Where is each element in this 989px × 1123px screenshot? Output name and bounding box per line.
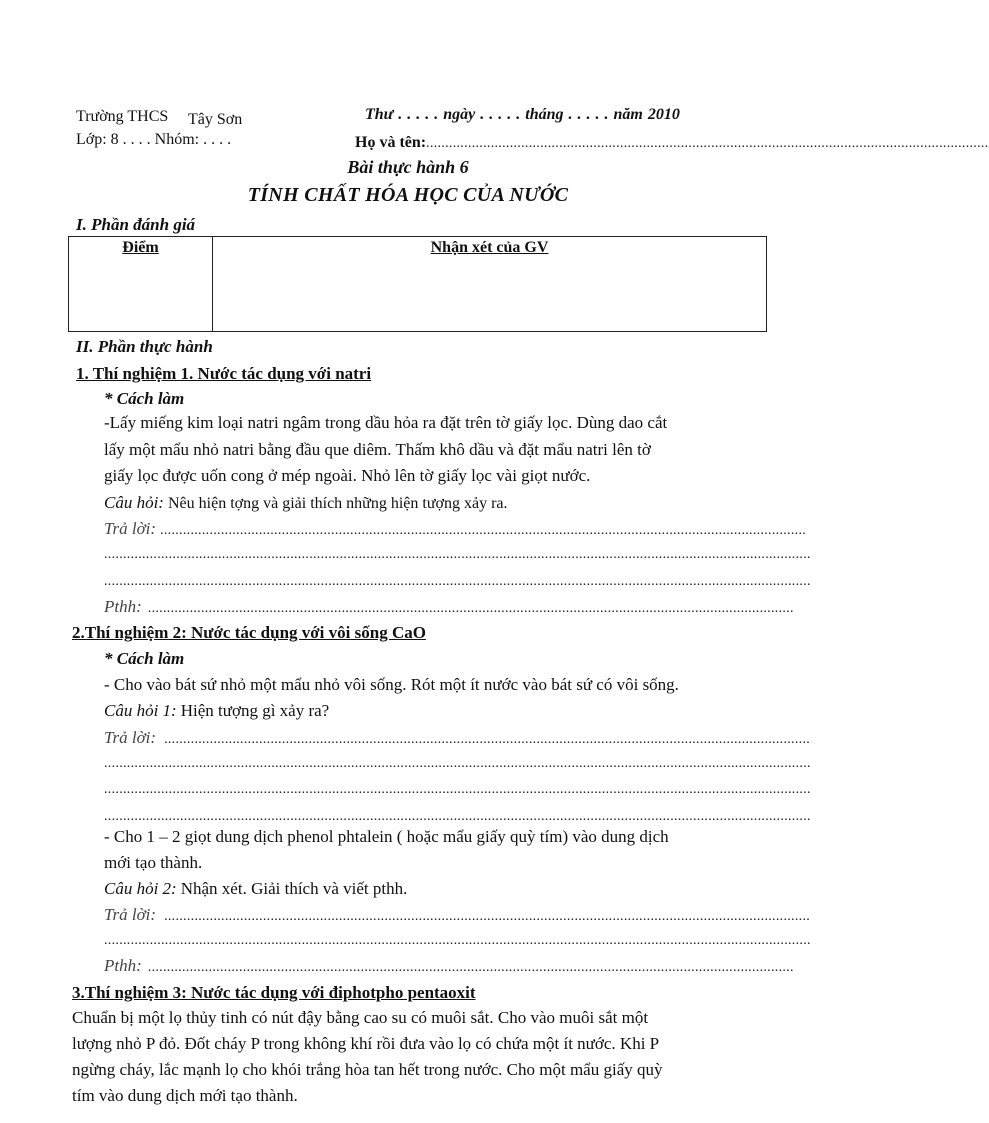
name-field[interactable] — [355, 134, 989, 152]
date-line: Thư . . . . . ngày . . . . . tháng . . . . . năm 2010 — [365, 106, 680, 123]
main-title: TÍNH CHẤT HÓA HỌC CỦA NƯỚC — [247, 184, 569, 206]
exp1-question-label: Câu hỏi: — [104, 493, 164, 512]
exp2-q2-text: Nhận xét. Giải thích và viết pthh. — [180, 879, 408, 898]
exp1-answer-field[interactable] — [104, 519, 807, 539]
exp2-q1-label: Câu hỏi 1: — [104, 701, 177, 720]
section-evaluation-heading: I. Phần đánh giá — [76, 215, 196, 234]
evaluation-table — [68, 236, 767, 332]
exp3-line4: tím vào dung dịch mới tạo thành. — [72, 1086, 298, 1105]
name-label: Họ và tên: — [355, 134, 427, 151]
comment-header: Nhận xét của GV — [430, 239, 549, 256]
exp1-answer-dots: .......................................................................................................................................................................... — [160, 523, 807, 538]
exp1-title: 1. Thí nghiệm 1. Nước tác dụng với natri — [76, 364, 372, 383]
exp1-answer-label: Trả lời: — [104, 519, 157, 538]
exp2-question2 — [104, 879, 407, 899]
exp2-answer-dots: .......................................................................................................................................................................... — [164, 732, 811, 747]
exp2-answer-line3[interactable]: .......................................................................................................................................................................................... — [104, 782, 811, 797]
comment-cell[interactable] — [213, 237, 767, 332]
exp2-step2-line1: - Cho 1 – 2 giọt dung dịch phenol phtalein ( hoặc mẩu giấy quỳ tím) vào dung dịch — [104, 827, 669, 846]
exp3-line1: Chuẩn bị một lọ thủy tinh có nút đậy bằng cao su có muôi sắt. Cho vào muôi sắt một — [72, 1008, 649, 1027]
score-cell[interactable] — [69, 237, 213, 332]
exp2-answer-field[interactable] — [104, 728, 811, 748]
practice-title: Bài thực hành 6 — [347, 157, 469, 177]
exp1-pthh-dots: .......................................................................................................................................................................... — [147, 601, 794, 616]
exp2-pthh-dots: .......................................................................................................................................................................... — [147, 960, 794, 975]
exp2-pthh-field[interactable] — [104, 956, 794, 976]
class-group-line: Lớp: 8 . . . . Nhóm: . . . . — [76, 131, 232, 148]
name-dotted-line: .................................................................................................................................................... — [426, 136, 989, 151]
exp1-step-line1: -Lấy miếng kim loại natri ngâm trong dầu hỏa ra đặt trên tờ giấy lọc. Dùng dao cắt — [104, 413, 668, 432]
exp1-step-line3: giấy lọc được uốn cong ở mép ngoài. Nhỏ lên tờ giấy lọc vài giọt nước. — [104, 466, 591, 485]
exp1-step-line2: lấy một mẩu nhỏ natri bằng đầu que diêm. Thấm khô dầu và đặt mẩu natri lên tờ — [104, 440, 651, 459]
exp1-question-text: Nêu hiện tợng và giải thích những hiện tượng xảy ra. — [167, 495, 508, 512]
exp1-pthh-field[interactable] — [104, 597, 794, 617]
exp1-answer-line2[interactable]: .......................................................................................................................................................................................... — [104, 547, 811, 562]
exp2-pthh-label: Pthh: — [104, 956, 142, 975]
exp2-answer2-line2[interactable]: .......................................................................................................................................................................................... — [104, 933, 811, 948]
exp1-method: * Cách làm — [104, 389, 185, 408]
exp3-title: 3.Thí nghiệm 3: Nước tác dụng với điphotpho pentaoxit — [72, 983, 476, 1002]
exp2-answer-label: Trả lời: — [104, 728, 157, 747]
exp2-q2-label: Câu hỏi 2: — [104, 879, 177, 898]
school-label: Trường THCS — [76, 108, 169, 125]
exp2-answer2-dots: .......................................................................................................................................................................... — [164, 909, 811, 924]
exp2-q1-text: Hiện tượng gì xảy ra? — [180, 701, 330, 720]
exp2-title: 2.Thí nghiệm 2: Nước tác dụng với vôi sống CaO — [72, 623, 426, 642]
score-header: Điểm — [122, 239, 159, 256]
exp1-question — [104, 493, 508, 513]
exp1-pthh-label: Pthh: — [104, 597, 142, 616]
school-name: Tây Sơn — [188, 111, 243, 128]
section-practice-heading: II. Phần thực hành — [76, 337, 213, 356]
exp1-answer-line3[interactable]: .......................................................................................................................................................................................... — [104, 574, 811, 589]
exp2-step1: - Cho vào bát sứ nhỏ một mẩu nhỏ vôi sống. Rót một ít nước vào bát sứ có vôi sống. — [104, 675, 679, 694]
exp2-step2-line2: mới tạo thành. — [104, 853, 203, 872]
exp2-answer-line2[interactable]: .......................................................................................................................................................................................... — [104, 756, 811, 771]
exp2-question1 — [104, 701, 329, 721]
exp3-line2: lượng nhỏ P đỏ. Đốt cháy P trong không khí rồi đưa vào lọ có chứa một ít nước. Khi P — [72, 1034, 660, 1053]
exp2-answer2-label: Trả lời: — [104, 905, 157, 924]
exp2-answer2-field[interactable] — [104, 905, 811, 925]
exp2-answer-line4[interactable]: .......................................................................................................................................................................................... — [104, 809, 811, 824]
exp3-line3: ngừng cháy, lắc mạnh lọ cho khói trắng hòa tan hết trong nước. Cho một mẩu giấy quỳ — [72, 1060, 663, 1079]
exp2-method: * Cách làm — [104, 649, 185, 668]
